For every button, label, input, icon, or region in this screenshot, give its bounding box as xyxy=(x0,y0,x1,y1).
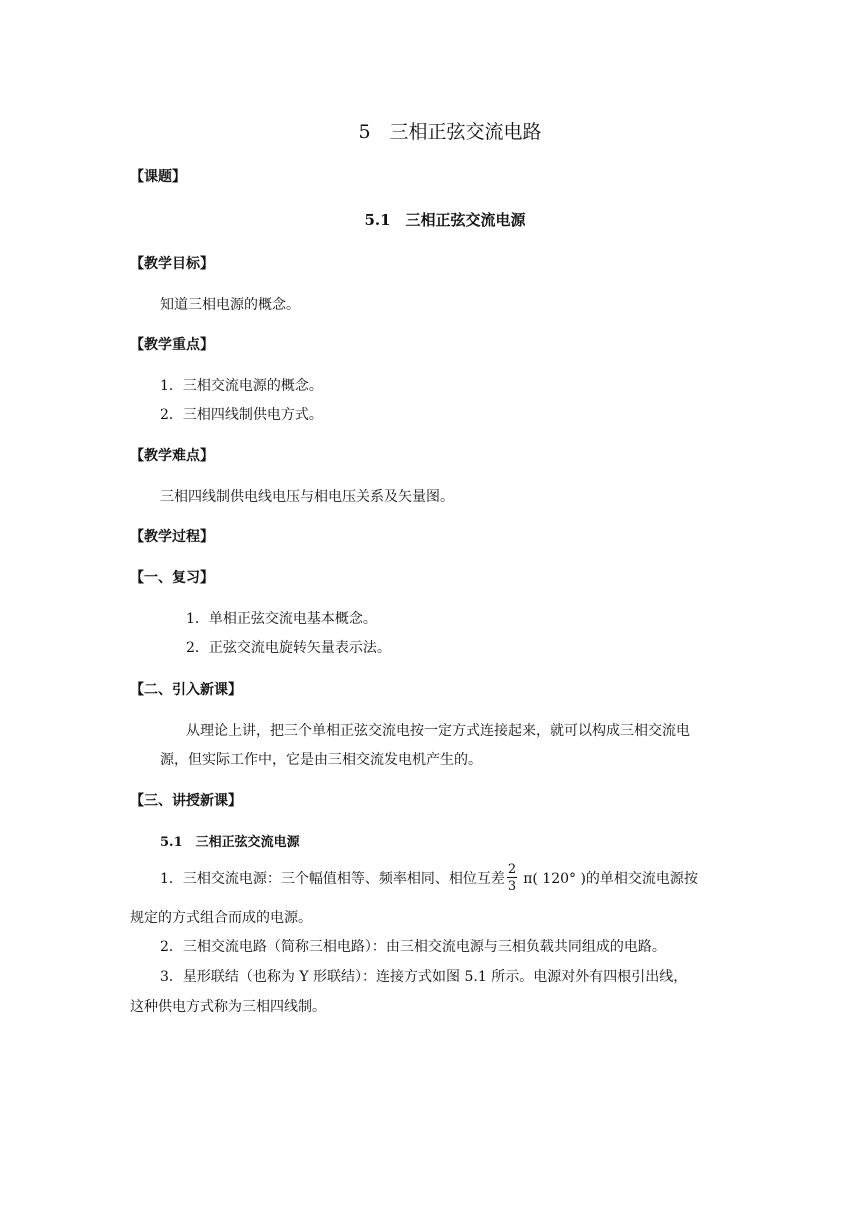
process-heading: 【教学过程】 xyxy=(130,529,214,545)
difficulty-text: 三相四线制供电线电压与相电压关系及矢量图。 xyxy=(160,489,454,505)
definition-1-suffix: π( 120° )的单相交流电源按 xyxy=(523,871,698,887)
intro-heading: 【二、引入新课】 xyxy=(130,682,242,698)
difficulty-heading: 【教学难点】 xyxy=(130,448,214,464)
review-item: 1．单相正弦交流电基本概念。 xyxy=(186,611,377,627)
fraction-denominator: 3 xyxy=(507,879,517,894)
chapter-title: 5 三相正弦交流电路 xyxy=(358,121,542,143)
definition-3: 3．星形联结（也称为 Y 形联结）：连接方式如图 5.1 所示。电源对外有四根引出线， xyxy=(160,969,688,985)
intro-line: 从理论上讲，把三个单相正弦交流电按一定方式连接起来，就可以构成三相交流电 xyxy=(186,723,690,739)
intro-line: 源，但实际工作中，它是由三相交流发电机产生的。 xyxy=(160,752,482,768)
objective-heading: 【教学目标】 xyxy=(130,256,214,272)
keypoint-item: 2．三相四线制供电方式。 xyxy=(160,407,323,423)
definition-2: 2．三相交流电路（简称三相电路）：由三相交流电源与三相负载共同组成的电路。 xyxy=(160,939,666,955)
lecture-heading: 【三、讲授新课】 xyxy=(130,793,242,809)
fraction xyxy=(507,863,517,893)
lecture-section-title: 5.1 三相正弦交流电源 xyxy=(160,835,300,850)
definition-1-prefix: 1．三相交流电源：三个幅值相等、频率相同、相位互差 xyxy=(160,871,505,887)
definition-3-continuation: 这种供电方式称为三相四线制。 xyxy=(130,999,326,1015)
objective-text: 知道三相电源的概念。 xyxy=(160,297,300,313)
definition-1-continuation: 规定的方式组合而成的电源。 xyxy=(130,910,312,926)
topic-title: 5.1 三相正弦交流电源 xyxy=(364,211,526,229)
keypoints-heading: 【教学重点】 xyxy=(130,337,214,353)
keypoint-item: 1．三相交流电源的概念。 xyxy=(160,378,323,394)
review-item: 2．正弦交流电旋转矢量表示法。 xyxy=(186,640,391,656)
fraction-numerator: 2 xyxy=(507,862,517,877)
review-heading: 【一、复习】 xyxy=(130,570,214,586)
definition-1 xyxy=(160,858,698,898)
topic-heading: 【课题】 xyxy=(130,169,186,185)
